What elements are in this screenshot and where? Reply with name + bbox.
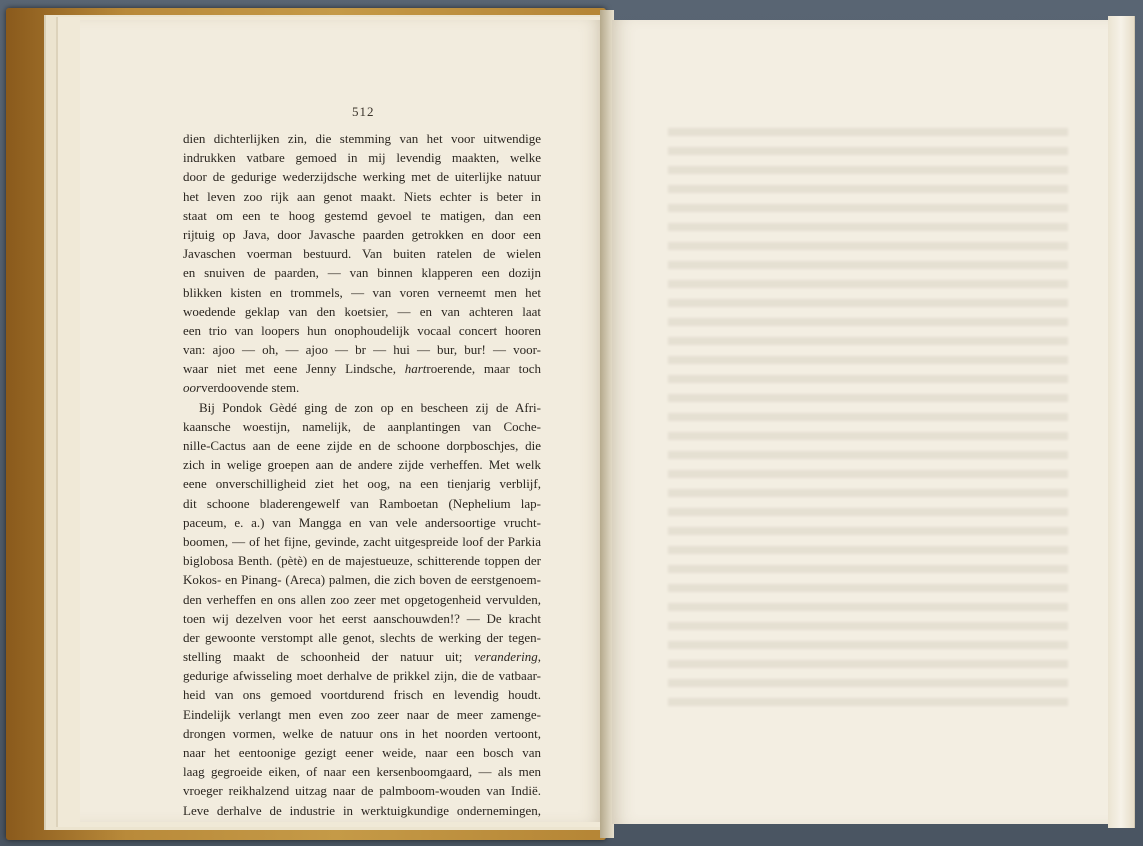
right-page-edge bbox=[1108, 16, 1135, 828]
show-through-text bbox=[668, 128, 1068, 708]
text-line: gedurige afwisseling moet derhalve de prikkel zijn, die de vatbaar- bbox=[183, 668, 541, 684]
text-line: Leve derhalve de industrie in werktuigkundige ondernemingen, bbox=[183, 802, 541, 818]
text-line: woedende geklap van den koetsier, — en van achteren laat bbox=[183, 303, 541, 319]
text-segment: roerende, maar toch bbox=[426, 361, 541, 377]
text-segment: stelling maakt de schoonheid der natuur uit; bbox=[183, 649, 475, 665]
text-line: der gewoonte verstompt alle genot, slechts de werking der tegen- bbox=[183, 629, 541, 645]
text-line: kaansche woestijn, namelijk, de aanplantingen van Coche- bbox=[183, 418, 541, 434]
text-line: indrukken vatbare gemoed in mij levendig maakten, welke bbox=[183, 150, 541, 166]
text-line: rijtuig op Java, door Javasche paarden getrokken en door een bbox=[183, 226, 541, 242]
text-line: toen wij dezelven voor het eerst aanschouwden!? — De kracht bbox=[183, 610, 541, 626]
text-line: nille-Cactus aan de eene zijde en de schoone dorpboschjes, die bbox=[183, 438, 541, 453]
text-line: drongen vormen, welke de natuur ons in het noorden vertoont, bbox=[183, 725, 541, 741]
text-line: staat om een te hoog gestemd gevoel te matigen, dan een bbox=[183, 207, 541, 223]
text-line: biglobosa Benth. (pètè) en de majestueuze, schitterende toppen der bbox=[183, 553, 541, 569]
text-line: dit schoone bladerengewelf van Ramboetan (Nephelium lap- bbox=[183, 495, 541, 511]
text-line: laag gegroeide eiken, of naar een kersenboomgaard, — als men bbox=[183, 764, 541, 780]
italic-segment: verandering bbox=[474, 649, 538, 665]
text-line: door de gedurige wederzijdsche werking met de uiterlijke natuur bbox=[183, 169, 541, 185]
text-segment: , bbox=[537, 649, 541, 665]
text-line bbox=[183, 378, 541, 397]
page-number: 512 bbox=[352, 104, 375, 119]
text-line: Bij Pondok Gèdé ging de zon op en bescheen zij de Afri- bbox=[199, 399, 541, 415]
italic-segment: oor bbox=[183, 380, 202, 396]
text-line: blikken kisten en trommels, — van voren verneemt men het bbox=[183, 284, 541, 300]
italic-segment: hart bbox=[404, 361, 427, 377]
text-line: naar het eentoonige gezigt eener weide, naar een bosch van bbox=[183, 745, 541, 760]
text-line: boomen, — of het fijne, gevinde, zacht uitgespreide loof der Parkia bbox=[183, 533, 541, 549]
text-segment: verdoovende stem. bbox=[201, 380, 300, 396]
text-line: paceum, e. a.) van Mangga en van vele andersoortige vrucht- bbox=[183, 514, 541, 530]
text-line: heid van ons gemoed voortdurend frisch en levendig houdt. bbox=[183, 687, 541, 703]
text-line bbox=[183, 647, 541, 666]
text-line: Eindelijk verlangt men even zoo zeer naar de meer zamenge- bbox=[183, 706, 541, 722]
text-line: Javaschen voerman bestuurd. Van buiten ratelen de wielen bbox=[183, 246, 541, 262]
body-text bbox=[183, 129, 541, 820]
text-line: eene onverschilligheid ziet het oog, na een tienjarig verblijf, bbox=[183, 476, 541, 492]
text-line: zich in welige groepen aan de andere zijde verheffen. Met welk bbox=[183, 457, 541, 473]
text-line: van: ajoo — oh, — ajoo — br — hui — bur, bur! — voor- bbox=[183, 342, 541, 358]
text-line: het leven zoo rijk aan genot maakt. Niets echter is beter in bbox=[183, 188, 541, 204]
text-line: vroeger reikhalzend uitzag naar de palmboom-wouden van Indië. bbox=[183, 783, 541, 799]
text-line: en snuiven de paarden, — van binnen klapperen een dozijn bbox=[183, 265, 541, 281]
text-line: den verheffen en ons allen zoo zeer met opgetogenheid vervulden, bbox=[183, 591, 541, 607]
text-line: Kokos- en Pinang- (Areca) palmen, die zich boven de eerstgenoem- bbox=[183, 572, 541, 588]
text-line: een trio van loopers hun onophoudelijk vocaal concert hooren bbox=[183, 322, 541, 338]
text-segment: waar niet met eene Jenny Lindsche, bbox=[183, 361, 405, 377]
text-line: dien dichterlijken zin, die stemming van het voor uitwendige bbox=[183, 131, 541, 146]
text-line bbox=[183, 359, 541, 378]
